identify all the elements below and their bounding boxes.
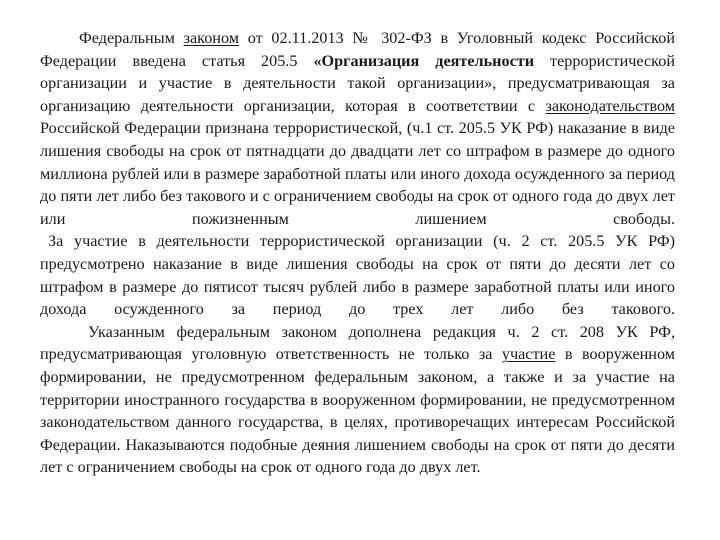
- paragraph-text: в вооруженном формировании, не предусмотренном федеральным законом, а также и за участие на территории иностранного государства в вооруженном формировании, не предусмотренном законодательством данного государства, в целях, противоречащих интересам Российской Федерации. Наказываются подобные деяния лишением свободы на срок от пяти до десяти лет с ограничением свободы на срок от одного года до двух лет.: [40, 345, 675, 477]
- paragraph-text: от 02.11.2013 № 302-ФЗ в Уголовный кодекс Российской Федерации введена статья 205.5: [40, 29, 675, 70]
- article-title-bold: «Организация деятельности: [313, 51, 535, 70]
- participation-link[interactable]: участие: [501, 345, 556, 364]
- legislation-link[interactable]: законодательством: [545, 96, 675, 115]
- paragraph-text: террористической организации и участие в деятельности такой организации», предусматривающая за организацию деятельности организации, которая в соответствии с: [40, 51, 675, 115]
- paragraph-article-208: [40, 321, 675, 479]
- paragraph-text: За участие в деятельности террористической организации (ч. 2 ст. 205.5 УК РФ) предусмотрено наказание в виде лишения свободы на срок от пяти до десяти лет со штрафом в размере до пятисот тысяч рублей либо в размере заработной платы или иного дохода осужденного за период до трех лет либо без такового.: [40, 232, 675, 319]
- document-body: [40, 27, 675, 479]
- paragraph-article-205-5-part-2: [40, 230, 675, 320]
- law-link[interactable]: законом: [183, 29, 239, 47]
- paragraph-text: Указанным федеральным законом дополнена редакция ч. 2 ст. 208 УК РФ, предусматривающая уголовную ответственность не только за: [40, 322, 675, 364]
- paragraph-text: Российской Федерации признана террористической, (ч.1 ст. 205.5 УК РФ) наказание в виде лишения свободы на срок от пятнадцати до двадцати лет со штрафом в размере до одного миллиона рублей или в размере заработной платы или иного дохода осужденного за период до пяти лет либо без такового и с ограничением свободы на срок от одного года до двух лет или пожизненным лишением свободы.: [40, 119, 675, 228]
- paragraph-text: Федеральным: [79, 29, 184, 47]
- paragraph-article-205-5-part-1: [40, 27, 675, 230]
